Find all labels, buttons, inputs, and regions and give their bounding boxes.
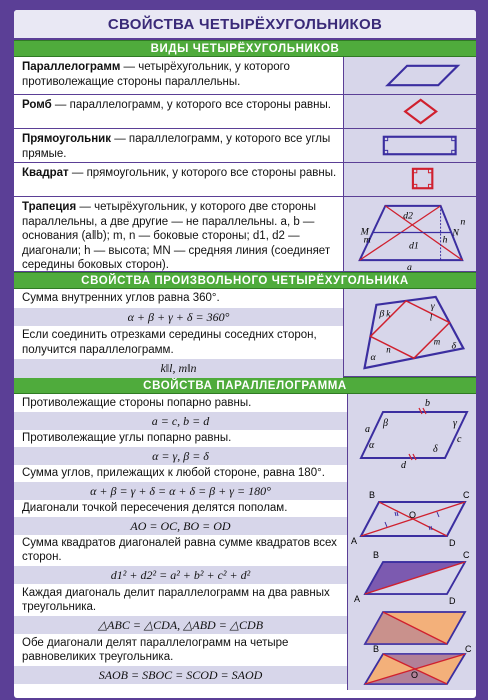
label-m: m: [363, 234, 371, 246]
label-n-arb: n: [386, 344, 391, 355]
fig3-B: B: [373, 550, 380, 560]
row-parallelogram: [14, 57, 476, 95]
midpoints-text: Если соединить отрезками середины соседних сторон, получится параллелограмм.: [22, 329, 317, 356]
parallelogram-figures: [348, 394, 476, 690]
fig5-C: C: [465, 644, 472, 654]
property-1: [14, 394, 347, 429]
fig-c: c: [457, 434, 462, 445]
label-M: M: [360, 226, 369, 238]
p6-formula: △ABC = △CDA, △ABD = △CDB: [14, 616, 347, 634]
label-n: n: [460, 216, 466, 228]
fig-alpha: α: [369, 440, 375, 451]
fig3-C: C: [463, 550, 470, 560]
property-6: [14, 584, 347, 634]
p5-formula: d1² + d2² = a² + b² + c² + d²: [14, 566, 347, 584]
parallelogram-figure: [344, 57, 476, 94]
sheet: [14, 10, 476, 698]
fig2-D: D: [449, 538, 456, 548]
p4-text: Диагонали точкой пересечения делятся пополам.: [22, 502, 288, 514]
square-definition: [14, 163, 344, 196]
fig2-A: A: [351, 536, 358, 546]
fig2-O: O: [409, 510, 417, 520]
p2-text: Противолежащие углы попарно равны.: [22, 432, 232, 444]
p2-formula: α = γ, β = δ: [14, 447, 347, 465]
p7-text: Обе диагонали делят параллелограмм на четыре равновеликих треугольника.: [22, 637, 289, 663]
term-rectangle: Прямоугольник: [22, 133, 111, 145]
label-d2: d2: [403, 210, 413, 222]
label-beta: β: [379, 308, 385, 320]
term-trapezoid: Трапеция: [22, 201, 77, 213]
term-parallelogram: Параллелограмм: [22, 61, 121, 73]
page-title: СВОЙСТВА ЧЕТЫРЁХУГОЛЬНИКОВ: [14, 10, 476, 40]
fig-a: a: [365, 424, 370, 435]
fig-d: d: [401, 460, 406, 471]
fig-gamma: γ: [453, 418, 457, 429]
row-arbitrary: [14, 289, 476, 377]
trapezoid-definition: [14, 197, 344, 271]
p1-formula: a = c, b = d: [14, 412, 347, 430]
rectangle-definition: [14, 129, 344, 162]
fig2-C: C: [463, 490, 470, 500]
row-rectangle: [14, 129, 476, 163]
def-trapezoid: — четырёхугольник, у которого две стороны параллельны, а две другие — не параллельны. a, b — основания (a‖b); m, n — боковые стороны; d1, d2 — диагонали; h — высота; MN — средняя линия (соединяет середины боковых сторон).: [22, 201, 331, 271]
term-rhombus: Ромб: [22, 99, 52, 111]
def-parallelogram: — четырёхугольник, у которого противолежащие стороны параллельны.: [22, 61, 290, 88]
properties-text-column: [14, 394, 348, 690]
def-rhombus: — параллелограмм, у которого все стороны равны.: [51, 99, 331, 111]
angles-text: Сумма внутренних углов равна 360°.: [22, 292, 220, 304]
parallelogram-definition: [14, 57, 344, 94]
label-delta: δ: [451, 340, 457, 352]
p3-formula: α + β = γ + δ = α + δ = β + γ = 180°: [14, 482, 347, 500]
label-a: a: [407, 262, 412, 271]
fig5-B: B: [373, 644, 380, 654]
fig-delta: δ: [433, 444, 438, 455]
row-trapezoid: [14, 197, 476, 272]
label-l: l: [429, 312, 433, 323]
p7-formula: SAOB = SBOC = SCOD = SAOD: [14, 666, 347, 684]
p4-formula: AO = OC, BO = OD: [14, 517, 347, 535]
arbitrary-figure: [344, 289, 476, 376]
fig-beta: β: [383, 418, 388, 429]
p6-text: Каждая диагональ делит параллелограмм на два равных треугольника.: [22, 587, 330, 613]
parallelogram-properties: [14, 394, 476, 690]
def-square: — прямоугольник, у которого все стороны равны.: [68, 167, 337, 179]
section-header-arbitrary: СВОЙСТВА ПРОИЗВОЛЬНОГО ЧЕТЫРЁХУГОЛЬНИКА: [14, 272, 476, 289]
fig3-D: D: [449, 596, 456, 606]
property-3: [14, 464, 347, 499]
property-5: [14, 534, 347, 584]
fig5-O: O: [411, 670, 419, 680]
trapezoid-figure: [344, 197, 476, 271]
p1-text: Противолежащие стороны попарно равны.: [22, 397, 252, 409]
fig-b: b: [425, 398, 430, 409]
row-square: [14, 163, 476, 197]
label-k: k: [386, 308, 391, 319]
def-rectangle: — параллелограмм, у которого все углы прямые.: [22, 133, 331, 160]
midpoints-formula: k‖l, m‖n: [14, 359, 343, 378]
label-h: h: [442, 234, 448, 246]
fig3-A: A: [354, 594, 361, 604]
rhombus-definition: [14, 95, 344, 128]
rectangle-figure: [344, 129, 476, 162]
property-7: [14, 634, 347, 690]
section-header-types: ВИДЫ ЧЕТЫРЁХУГОЛЬНИКОВ: [14, 40, 476, 57]
label-gamma: γ: [430, 300, 435, 312]
section-header-parallelogram: СВОЙСТВА ПАРАЛЛЕЛОГРАММА: [14, 377, 476, 394]
p3-text: Сумма углов, прилежащих к любой стороне, равна 180°.: [22, 467, 325, 479]
label-alpha: α: [370, 352, 376, 364]
angles-formula: α + β + γ + δ = 360°: [14, 308, 343, 327]
row-rhombus: [14, 95, 476, 129]
label-m-arb: m: [433, 336, 441, 347]
arbitrary-text: [14, 289, 344, 376]
rhombus-figure: [344, 95, 476, 128]
term-square: Квадрат: [22, 167, 69, 179]
label-N: N: [452, 227, 460, 239]
property-2: [14, 429, 347, 464]
label-d1: d1: [409, 240, 419, 252]
property-4: [14, 499, 347, 534]
fig2-B: B: [369, 490, 376, 500]
p5-text: Сумма квадратов диагоналей равна сумме квадратов всех сторон.: [22, 537, 337, 563]
square-figure: [344, 163, 476, 196]
